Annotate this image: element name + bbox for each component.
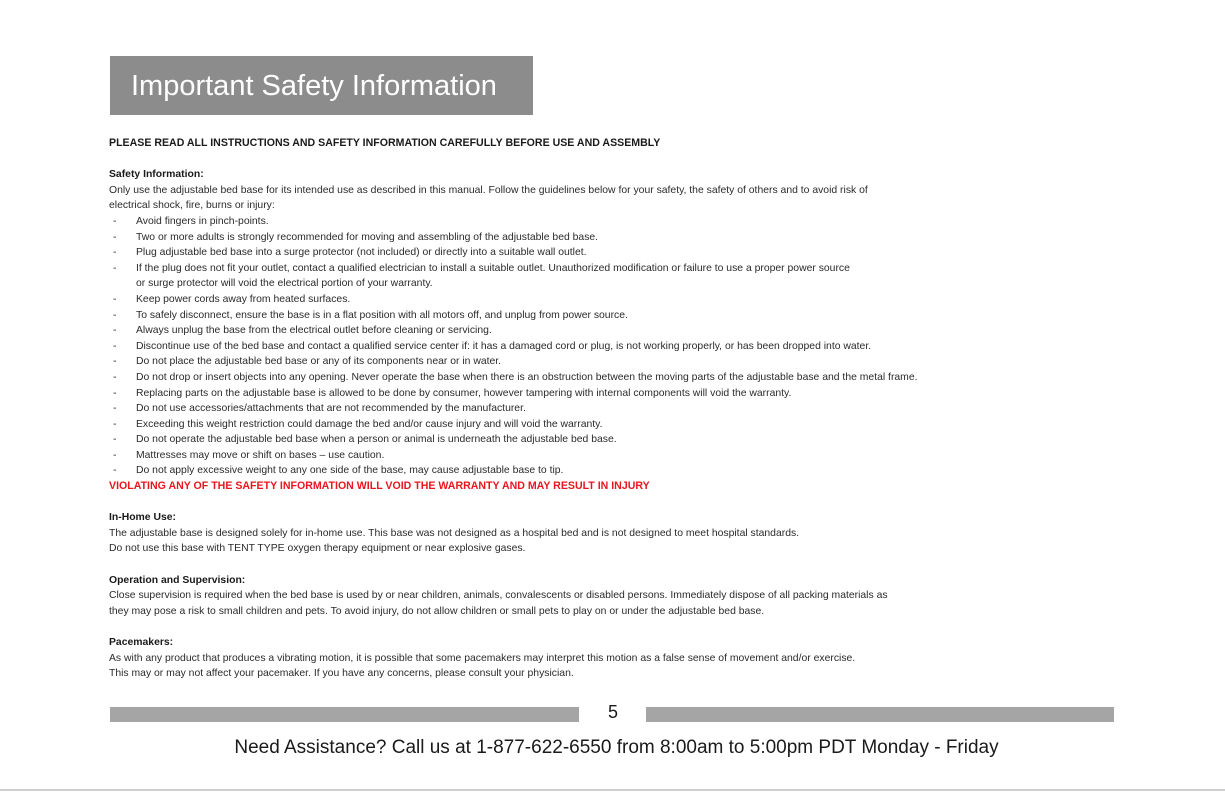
safety-list-item-text: Do not place the adjustable bed base or any of its components near or in water.	[136, 356, 502, 368]
safety-list-item-text: Exceeding this weight restriction could damage the bed and/or cause injury and will void the warranty.	[136, 418, 603, 430]
pacemakers-heading: Pacemakers:	[109, 637, 174, 648]
safety-list-item	[109, 276, 1109, 292]
footer-bar-right	[646, 707, 1114, 722]
bullet-dash: -	[113, 465, 117, 477]
safety-list-item-text: Mattresses may move or shift on bases – use caution.	[136, 449, 385, 461]
pacemakers-line: As with any product that produces a vibrating motion, it is possible that some pacemakers may interpret this motion as a false sense of movement and/or exercise.	[109, 652, 856, 664]
safety-list-item-text: To safely disconnect, ensure the base is in a flat position with all motors off, and unplug from power source.	[136, 309, 628, 321]
safety-list-item-text: Replacing parts on the adjustable base is allowed to be done by consumer, however tampering with internal components will void the warranty.	[136, 387, 792, 399]
safety-list-item	[109, 417, 1109, 433]
footer-bar-left	[110, 707, 579, 722]
bullet-dash: -	[113, 449, 117, 461]
page-number: 5	[607, 702, 618, 722]
bullet-dash: -	[113, 231, 117, 243]
bullet-dash: -	[113, 418, 117, 430]
safety-paragraph-line: Only use the adjustable bed base for its intended use as described in this manual. Follow the guidelines below for your safety, the safety of others and to avoid risk of	[109, 184, 868, 196]
operation-line: they may pose a risk to small children and pets. To avoid injury, do not allow children or small pets to play on or under the adjustable bed base.	[109, 605, 765, 617]
safety-list-item-text: Discontinue use of the bed base and contact a qualified service center if: it has a damaged cord or plug, is not working properly, or has been dropped into water.	[136, 340, 872, 352]
intro-heading: PLEASE READ ALL INSTRUCTIONS AND SAFETY INFORMATION CAREFULLY BEFORE USE AND ASSEMBLY	[109, 137, 661, 149]
safety-list-item	[109, 245, 1109, 261]
safety-list-item	[109, 261, 1109, 277]
safety-list-item-text: Two or more adults is strongly recommended for moving and assembling of the adjustable bed base.	[136, 231, 599, 243]
assistance-line: Need Assistance? Call us at 1-877-622-6550 from 8:00am to 5:00pm PDT Monday - Friday	[234, 737, 999, 758]
safety-list	[109, 214, 1109, 479]
bullet-dash: -	[113, 325, 117, 337]
safety-list-item	[109, 463, 1109, 479]
bullet-dash: -	[113, 247, 117, 259]
safety-list-item-text: If the plug does not fit your outlet, contact a qualified electrician to install a suitable outlet. Unauthorized modification or failure to use a proper power source	[136, 262, 850, 274]
bullet-dash: -	[113, 262, 117, 274]
in-home-line: Do not use this base with TENT TYPE oxygen therapy equipment or near explosive gases.	[109, 543, 526, 555]
safety-list-item	[109, 308, 1109, 324]
bullet-dash: -	[113, 371, 117, 383]
safety-list-item	[109, 230, 1109, 246]
safety-list-item	[109, 432, 1109, 448]
safety-list-item-text: Always unplug the base from the electrical outlet before cleaning or servicing.	[136, 325, 492, 337]
document-body	[109, 136, 1109, 682]
operation-heading: Operation and Supervision:	[109, 574, 246, 586]
safety-list-item-text: Do not apply excessive weight to any one side of the base, may cause adjustable base to tip.	[136, 465, 564, 477]
safety-heading: Safety Information:	[109, 169, 204, 181]
operation-line: Close supervision is required when the bed base is used by or near children, animals, convalescents or disabled persons. Immediately dispose of all packing materials as	[109, 590, 888, 602]
safety-paragraph-line: electrical shock, fire, burns or injury:	[109, 200, 275, 212]
safety-list-item	[109, 323, 1109, 339]
bullet-dash: -	[113, 387, 117, 399]
bullet-dash: -	[113, 434, 117, 446]
safety-list-item-text: or surge protector will void the electrical portion of your warranty.	[136, 278, 433, 290]
safety-list-item	[109, 401, 1109, 417]
safety-list-item	[109, 370, 1109, 386]
in-home-heading: In-Home Use:	[109, 512, 176, 524]
bullet-dash: -	[113, 340, 117, 352]
safety-list-item-text: Do not use accessories/attachments that are not recommended by the manufacturer.	[136, 403, 526, 415]
bullet-dash: -	[113, 215, 117, 227]
safety-list-item	[109, 354, 1109, 370]
safety-list-item	[109, 214, 1109, 230]
safety-list-item-text: Do not operate the adjustable bed base when a person or animal is underneath the adjustable bed base.	[136, 434, 617, 446]
bullet-dash: -	[113, 309, 117, 321]
safety-list-item-text: Do not drop or insert objects into any opening. Never operate the base when there is an obstruction between the moving parts of the adjustable base and the metal frame.	[136, 371, 918, 383]
bullet-dash: -	[113, 293, 117, 305]
safety-list-item	[109, 292, 1109, 308]
safety-list-item	[109, 386, 1109, 402]
pacemakers-line: This may or may not affect your pacemaker. If you have any concerns, please consult your physician.	[109, 668, 574, 680]
safety-list-item-text: Plug adjustable bed base into a surge protector (not included) or directly into a suitable wall outlet.	[136, 247, 587, 259]
bullet-dash: -	[113, 403, 117, 415]
safety-list-item	[109, 339, 1109, 355]
bullet-dash: -	[113, 356, 117, 368]
page-title: Important Safety Information	[110, 56, 533, 115]
safety-list-item-text: Avoid fingers in pinch-points.	[136, 215, 269, 227]
warning-text: VIOLATING ANY OF THE SAFETY INFORMATION WILL VOID THE WARRANTY AND MAY RESULT IN INJURY	[109, 480, 650, 493]
safety-list-item	[109, 448, 1109, 464]
safety-list-item-text: Keep power cords away from heated surfaces.	[136, 293, 351, 305]
in-home-line: The adjustable base is designed solely for in-home use. This base was not designed as a hospital bed and is not designed to meet hospital standards.	[109, 527, 800, 539]
